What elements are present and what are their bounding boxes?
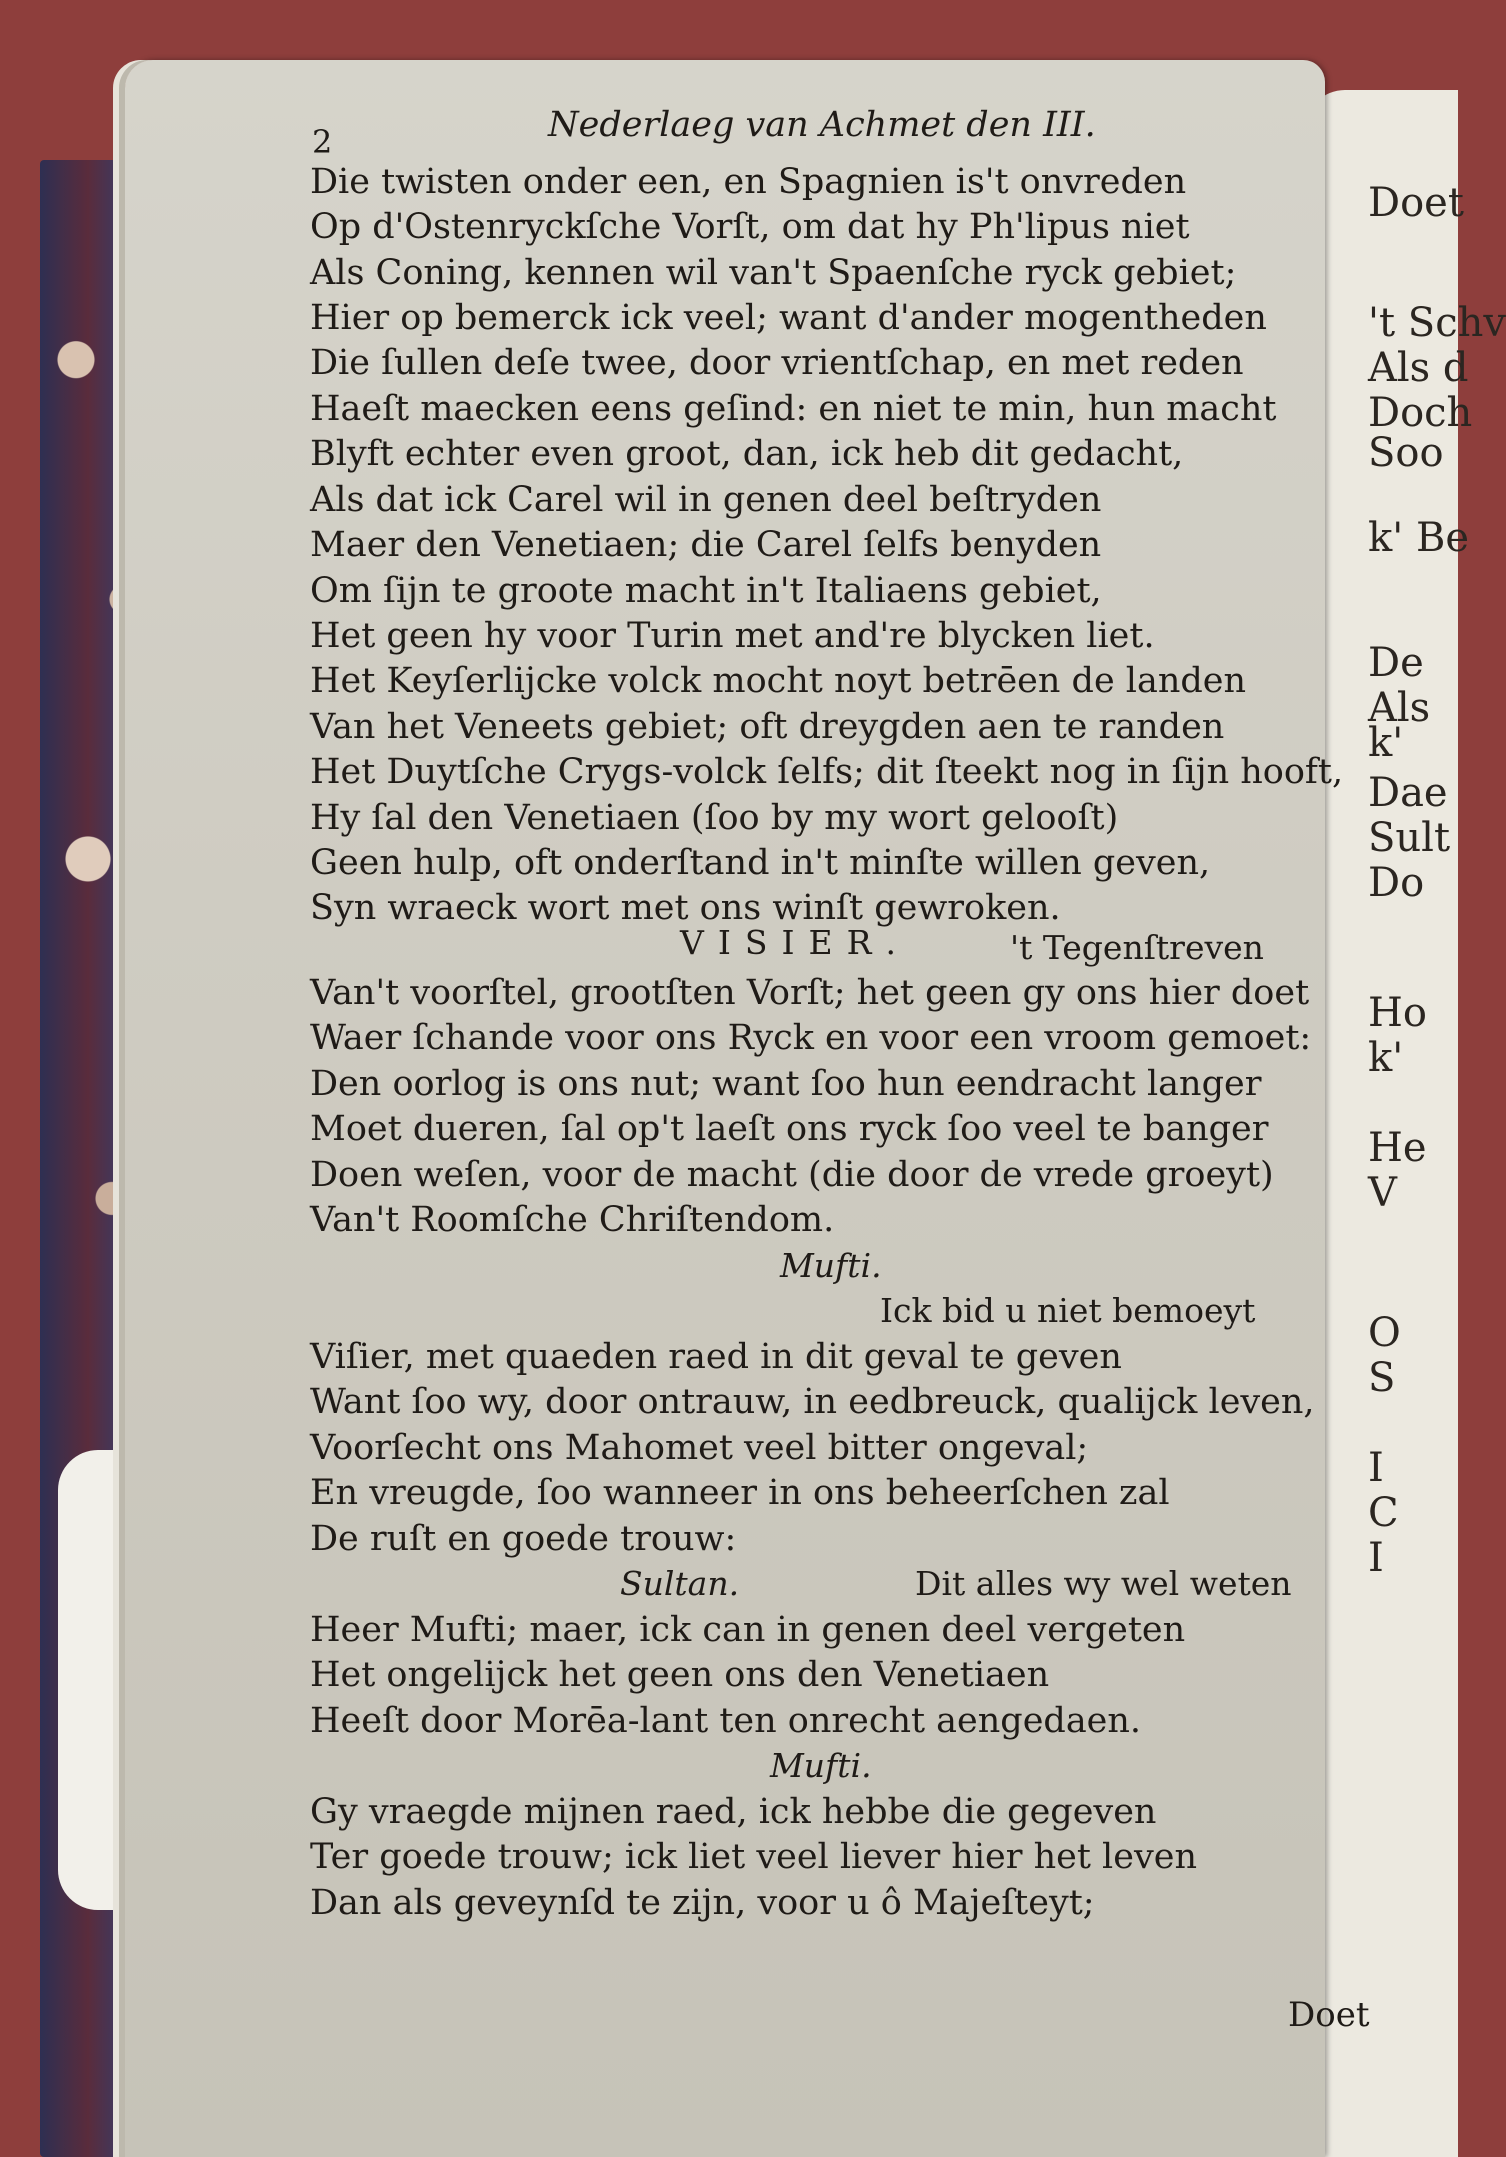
speaker-mufti-2: Mufti.	[770, 1746, 872, 1785]
facing-line: Sult	[1368, 815, 1451, 861]
verse-line: Viſier, met quaeden raed in dit geval te geven	[310, 1337, 1122, 1377]
running-title: Nederlaeg van Achmet den III.	[548, 105, 1096, 145]
facing-line: Doet	[1368, 180, 1464, 226]
verse-line: Gy vraegde mijnen raed, ick hebbe die gegeven	[310, 1792, 1157, 1832]
facing-line: I	[1368, 1535, 1384, 1581]
verse-line: Op d'Ostenryckſche Vorſt, om dat hy Ph'lipus niet	[310, 207, 1190, 247]
verse-line: Hy ſal den Venetiaen (ſoo by my wort gelooſt)	[310, 798, 1119, 838]
facing-line: k'	[1368, 720, 1404, 766]
verse-line: Haeſt maecken eens geſind: en niet te min, hun macht	[310, 389, 1277, 429]
facing-line: Do	[1368, 860, 1425, 906]
verse-line: Als Coning, kennen wil van't Spaenſche ryck gebiet;	[310, 253, 1237, 293]
facing-line: De	[1368, 640, 1424, 686]
verse-line: Om ſijn te groote macht in't Italiaens gebiet,	[310, 571, 1102, 611]
verse-line: Voorſecht ons Mahomet veel bitter ongeval;	[310, 1428, 1089, 1468]
verse-line: De ruſt en goede trouw:	[310, 1519, 737, 1559]
speaker-visier: VISIER.	[680, 923, 910, 962]
verse-line: Het Duytſche Crygs-volck ſelfs; dit ſteekt nog in ſijn hooft,	[310, 752, 1344, 792]
facing-line: V	[1368, 1170, 1397, 1216]
verse-line: Heer Mufti; maer, ick can in genen deel vergeten	[310, 1610, 1186, 1650]
facing-line: Doch	[1368, 390, 1473, 436]
verse-line: Waer ſchande voor ons Ryck en voor een vroom gemoet:	[310, 1018, 1312, 1058]
speaker-sultan-continuation: Dit alles wy wel weten	[915, 1564, 1292, 1603]
facing-line: 't Schv	[1368, 300, 1506, 346]
verse-line: Dan als geveynſd te zijn, voor u ô Majeſteyt;	[310, 1883, 1095, 1923]
facing-line: Soo	[1368, 430, 1444, 476]
verse-line: Hier op bemerck ick veel; want d'ander mogentheden	[310, 298, 1267, 338]
facing-line: Dae	[1368, 770, 1448, 816]
verse-line: Van't Roomſche Chriſtendom.	[310, 1200, 835, 1240]
facing-line: He	[1368, 1125, 1427, 1171]
verse-line: Het ongelijck het geen ons den Venetiaen	[310, 1655, 1050, 1695]
page-number: 2	[312, 123, 333, 161]
verse-line: Blyft echter even groot, dan, ick heb dit gedacht,	[310, 434, 1184, 474]
verse-line: Moet dueren, ſal op't laeſt ons ryck ſoo veel te banger	[310, 1109, 1269, 1149]
verse-line: Doen weſen, voor de macht (die door de vrede groeyt)	[310, 1155, 1274, 1195]
verse-line: Het geen hy voor Turin met and're blycken liet.	[310, 616, 1155, 656]
verse-line: Geen hulp, oft onderſtand in't minſte willen geven,	[310, 843, 1211, 883]
facing-line: Ho	[1368, 990, 1427, 1036]
verse-line: Als dat ick Carel wil in genen deel beſtryden	[310, 480, 1102, 520]
facing-line: C	[1368, 1490, 1399, 1536]
speaker-visier-continuation: 't Tegenſtreven	[1010, 928, 1264, 967]
verse-line: Den oorlog is ons nut; want ſoo hun eendracht langer	[310, 1064, 1262, 1104]
facing-line: Als d	[1368, 345, 1469, 391]
facing-line: k' Be	[1368, 515, 1470, 561]
verse-line: Ter goede trouw; ick liet veel liever hier het leven	[310, 1837, 1197, 1877]
speaker-mufti-continuation: Ick bid u niet bemoeyt	[880, 1291, 1256, 1330]
catchword: Doet	[1288, 1995, 1370, 2035]
verse-line: En vreugde, ſoo wanneer in ons beheerſchen zal	[310, 1473, 1170, 1513]
verse-line: Syn wraeck wort met ons winſt gewroken.	[310, 888, 1061, 928]
verse-line: Want ſoo wy, door ontrauw, in eedbreuck, qualijck leven,	[310, 1382, 1315, 1422]
verse-line: Maer den Venetiaen; die Carel ſelfs benyden	[310, 525, 1102, 565]
speaker-sultan: Sultan.	[620, 1564, 740, 1603]
verse-line: Van het Veneets gebiet; oft dreygden aen te randen	[310, 707, 1225, 747]
facing-line: O	[1368, 1310, 1401, 1356]
facing-line: Als	[1368, 685, 1431, 731]
verse-line: Heeſt door Morēa-lant ten onrecht aengedaen.	[310, 1701, 1142, 1741]
facing-line: k'	[1368, 1035, 1404, 1081]
facing-line: S	[1368, 1355, 1396, 1401]
verse-line: Van't voorſtel, grootſten Vorſt; het geen gy ons hier doet	[310, 973, 1310, 1013]
verse-line: Het Keyſerlijcke volck mocht noyt betrēen de landen	[310, 661, 1247, 701]
speaker-mufti: Mufti.	[780, 1246, 882, 1285]
facing-line: I	[1368, 1445, 1384, 1491]
verse-line: Die ſullen deſe twee, door vrientſchap, en met reden	[310, 343, 1244, 383]
verse-line: Die twisten onder een, en Spagnien is't onvreden	[310, 162, 1187, 202]
